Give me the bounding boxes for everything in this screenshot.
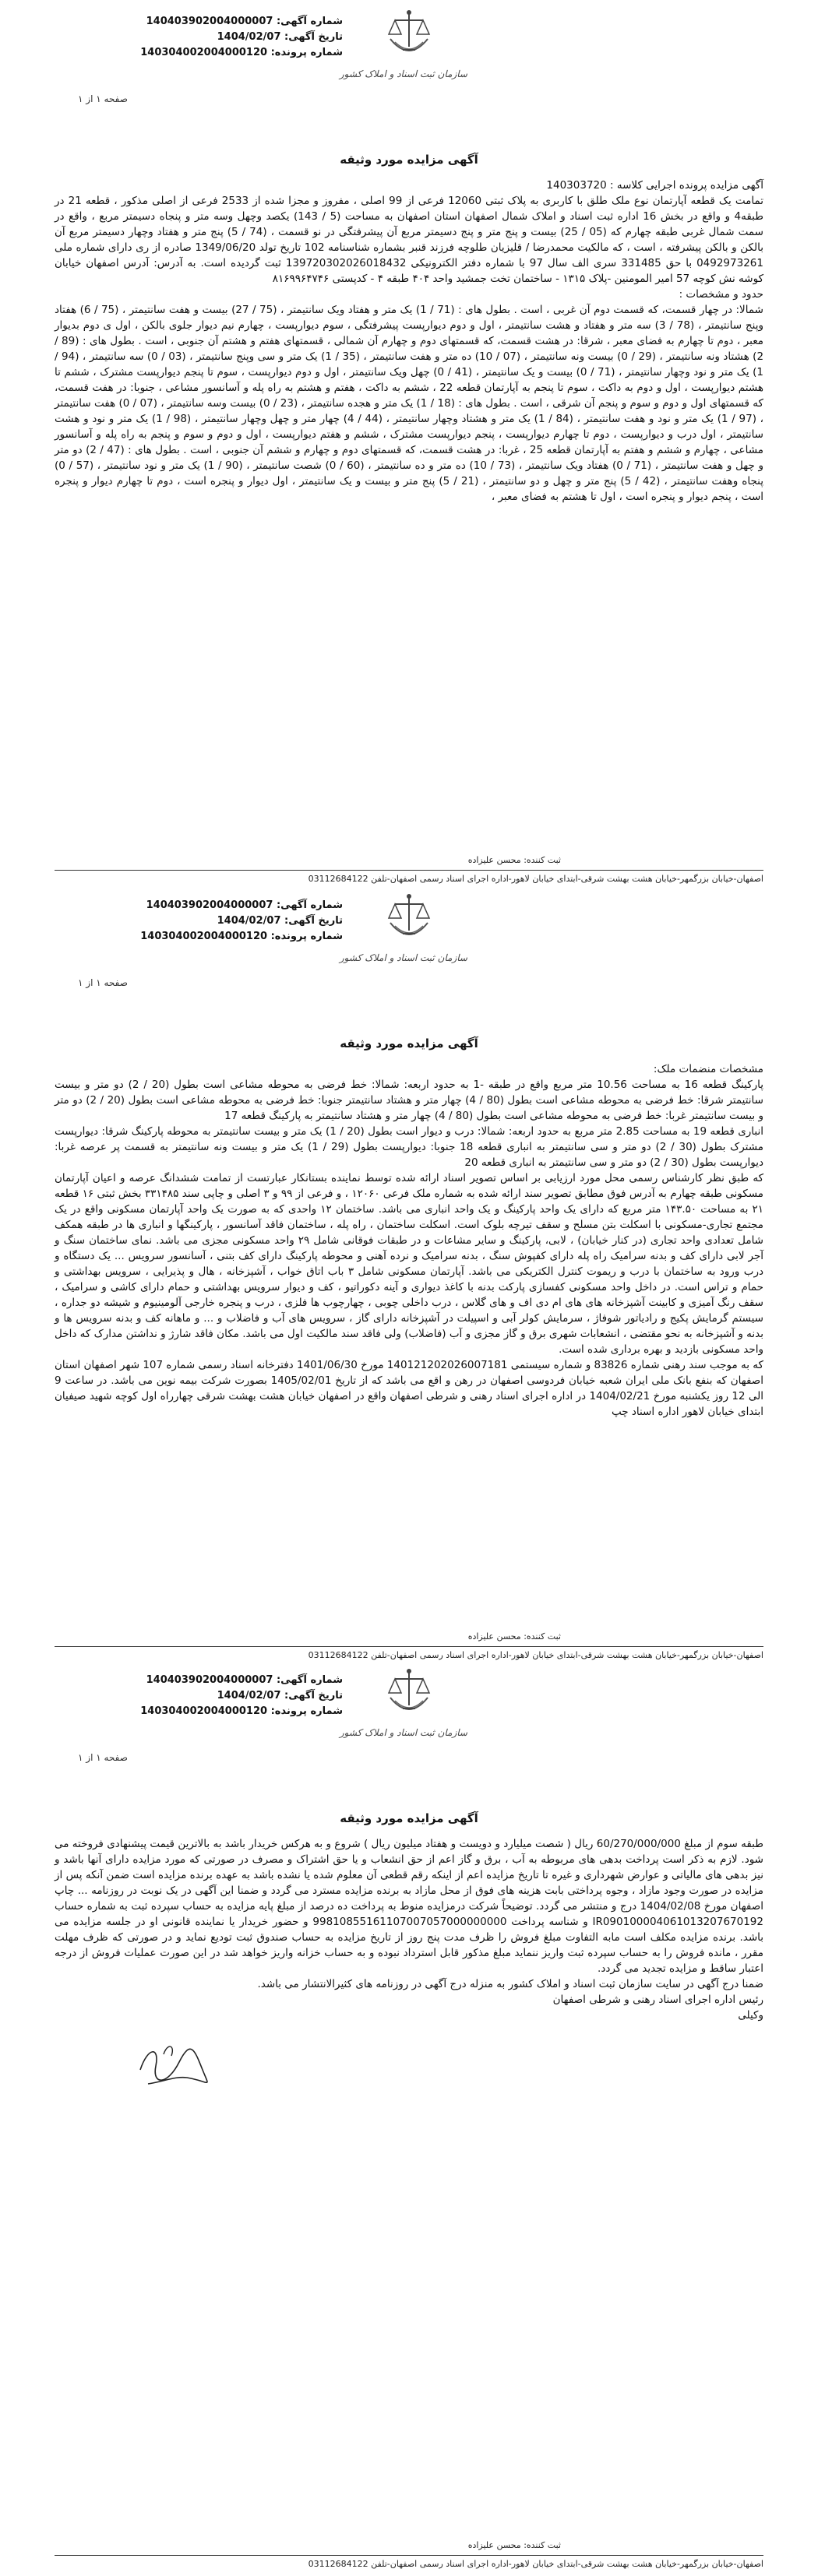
ad-title: آگهی مزایده مورد وثیقه <box>340 153 478 167</box>
ad-meta <box>86 1673 343 1719</box>
ad-date: 1404/02/07 <box>217 1690 281 1701</box>
page-number: صفحه ۱ از ۱ <box>78 1752 128 1763</box>
ad-number-row: شماره آگهی: 140403902004000007 <box>146 1674 343 1686</box>
sheet-header <box>55 884 763 1032</box>
emblem-logo <box>339 1666 467 1738</box>
ad-body: طبقه سوم از مبلغ 60/270/000/000 ریال ( شصت میلیارد و دویست و هفتاد میلیون ریال ) شروع و به هرکس خریدار باشد به بالاترین قیمت پیشنهادی فروخته می شود. لازم به ذکر است پرداخت بدهی های مربوطه به آب ، برق و گاز اعم از حق انشعاب و یا حق اشتراک و مصرف در صورتی که مورد مزایده دارای آنها باشد و نیز بدهی های مالیاتی و عوارض شهرداری و غیره تا تاریخ مزایده اعم از اینکه رقم قطعی آن معلوم شده یا نشده باشد به عهده برنده مزایده است ضمن آنکه پس از مزایده در صورت وجود مازاد ، وجوه پرداختی بابت هزینه های فوق از محل مازاد به برنده مزایده مسترد می گردد و ضمنا این آگهی در یک نوبت در روزنامه ... چاپ اصفهان مورخ 1404/02/08 درج و منتشر می گردد. توضیحاً شرکت درمزایده منوط به پرداخت ده درصد از مبلغ پایه مزایده به حساب سپرده ثبت به شماره حساب IR090100004061013207670192 و شناسه پرداخت 99810855161107007057000000000 و حضور خریدار یا نماینده قانونی او در جلسه مزایده می باشد. برنده مزایده مکلف است مابه التفاوت مبلغ فروش را ظرف مدت پنج روز از تاریخ مزایده به حساب صندوق ثبت تودیع نماید و در صورتی که ظرف مهلت مقرر ، مانده فروش را به حساب سپرده ثبت واریز ننماید مبلغ مذکور قابل استرداد نبوده و به حساب خزانه واریز خواهد شد در این صورت عملیات فروش از درجه اعتبار ساقط و مزایده تجدید می گردد. ضمنا درج آگهی در سایت سازمان ثبت اسناد و املاک کشور به منزله درج آگهی در روزنامه های کثیرالانتشار می باشد. رئیس اداره اجرای اسناد رهنی و شرطی اصفهان وکیلی <box>55 1838 763 2022</box>
handwritten-signature-icon <box>132 2039 218 2093</box>
page-number: صفحه ۱ از ۱ <box>78 977 128 988</box>
ad-meta <box>86 14 343 61</box>
ad-date: 1404/02/07 <box>217 31 281 43</box>
footer-address: اصفهان-خیابان بزرگمهر-خیابان هشت بهشت شرقی-ابتدای خیابان لاهور-اداره اجرای اسناد رسمی اصفهان-تلفن 03112684122 <box>55 1646 763 1660</box>
sheet-header <box>55 0 763 148</box>
sheet-footer-3 <box>0 2540 818 2569</box>
ad-number-row: شماره آگهی: 140403902004000007 <box>146 899 343 911</box>
judiciary-emblem-icon <box>384 1666 434 1724</box>
ad-number-row: شماره آگهی: 140403902004000007 <box>146 16 343 27</box>
ad-number: 140403902004000007 <box>146 1674 273 1686</box>
org-name: سازمان ثبت اسناد و املاک کشور <box>339 1727 467 1738</box>
page-number: صفحه ۱ از ۱ <box>78 93 128 104</box>
ad-sheet-3 <box>0 1659 818 2096</box>
sheet-footer-1 <box>0 855 818 884</box>
checked-by: ثبت کننده: محسن علیزاده <box>467 1631 561 1642</box>
org-name: سازمان ثبت اسناد و املاک کشور <box>339 952 467 963</box>
ad-sheet-2 <box>0 884 818 1420</box>
checked-by: ثبت کننده: محسن علیزاده <box>467 855 561 865</box>
footer-address: اصفهان-خیابان بزرگمهر-خیابان هشت بهشت شرقی-ابتدای خیابان لاهور-اداره اجرای اسناد رسمی اصفهان-تلفن 03112684122 <box>55 870 763 884</box>
ad-number: 140403902004000007 <box>146 16 273 27</box>
checked-by: ثبت کننده: محسن علیزاده <box>467 2540 561 2550</box>
case-number: 140304002004000120 <box>140 931 268 942</box>
signature <box>55 2039 218 2096</box>
judiciary-emblem-icon <box>384 8 434 65</box>
case-number-row: شماره پرونده: 140304002004000120 <box>140 931 343 942</box>
ad-meta <box>86 898 343 945</box>
ad-body: آگهی مزایده پرونده اجرایی کلاسه : 140303720 تمامت یک قطعه آپارتمان نوع ملک طلق با کاربری به پلاک ثبتی 12060 فرعی از 99 اصلی ، مفروز و مجزا شده از 2533 فرعی از اصلی مذکور ، قطعه 21 در طبقه4 و واقع در بخش 16 اداره ثبت اسناد و املاک شمال اصفهان استان اصفهان به مساحت (5 / 143) یکصد وچهل وسه متر و پنجاه دسیمتر مربع ، واقع در سمت شمال غربی طبقه چهارم که (05 / 25) بیست و پنج متر و پنج دسیمتر مربع آن پیشرفتگی در نو قسمت ، (74 / 5) پنج متر و هفتاد وچهار دسیمتر مربع آن بالکن و بالکن پیشرفته ، است ، که مالکیت محمدرضا / قلیزیان طلوچه فرزند قنبر بشماره شناسنامه 102 تاریخ تولد 1349/06/20 صادره از ری دارای شماره ملی 0492973261 با حق 331485 سری الف سال 97 با شماره دفتر الکترونیکی 139720302026018432 ثبت گردیده است. به آدرس: آدرس اصفهان خیابان کوشه نش کوچه 57 امیر المومنین -پلاک ۱۳۱۵ - ساختمان تخت جمشید واحد ۴۰۴ طبقه ۴ - کدپستی ۸۱۶۹۹۶۴۷۴۶ حدود و مشخصات : شمالا: در چهار قسمت، که قسمت دوم آن غربی ، است . بطول های : (71 / 1) یک متر و هفتاد ویک سانتیمتر ، (75 / 27) بیست و هفت سانتیمتر ، (75 / 6) هفتاد وپنج سانتیمتر ، (78 / 3) سه متر و هفتاد و هشت سانتیمتر ، اول و دوم دیوارپست پیشرفتگی ، سوم دیوارپست ، چهارم نیم دیوار جلوی بالکن ، اول ی دوم بدیوار معبر ، دوم تا چهارم به فضای معبر ، شرقا: در هشت قسمت، که قسمتهای دوم و چهارم آن شمالی ، قسمتهای هفتم و هشتم آن جنوبی ، است . بطول های : (89 / 2) هشتاد ونه سانتیمتر ، (29 / 0) بیست ونه سانتیمتر ، (07 / 10) ده متر و هفت سانتیمتر ، (35 / 1) یک متر و سی وپنج سانتیمتر ، (03 / 0) سه سانتیمتر ، (94 / 1) یک متر و نود وچهار سانتیمتر ، (71 / 0) بیست و یک سانتیمتر ، (41 / 0) چهل ویک سانتیمتر ، اول و دوم دیوارپست ، سوم تا پنجم دیوارپست مشترک ، ششم تا هشتم دیوارپست ، اول و دوم به داکت ، سوم تا پنجم به آپارتمان قطعه 22 ، ششم به داکت ، هفتم و هشتم به راه پله و آسانسور مشاعی ، جنوبا: در هفت قسمت، که قسمتهای اول و دوم و سوم و پنجم آن شرقی ، است . بطول های : (18 / 1) یک متر و هجده سانتیمتر ، (23 / 0) بیست وسه سانتیمتر ، (07 / 0) هفت سانتیمتر ، (97 / 1) یک متر و نود و هفت سانتیمتر ، (84 / 1) یک متر و هشتاد وچهار سانتیمتر ، (44 / 4) چهار متر و چهل وچهار سانتیمتر ، (98 / 1) یک متر و نود و هشت سانتیمتر ، اول درب و دیوارپست ، دوم تا چهارم دیوارپست ، پنجم دیوارپست مشترک ، ششم و هفتم دیوارپست ، اول و دوم و سوم و پنجم به راه پله و آسانسور مشاعی ، چهارم و ششم و هفتم به آپارتمان قطعه 25 ، غربا: در هشت قسمت، که قسمتهای دوم و چهارم و ششم آن جنوبی ، است . بطول های : (47 / 2) دو متر و چهل و هفت سانتیمتر ، (71 / 0) هفتاد ویک سانتیمتر ، (73 / 10) ده متر و ده سانتیمتر ، (60 / 0) شصت سانتیمتر ، (90 / 1) یک متر و نود سانتیمتر ، (57 / 0) پنجاه وهفت سانتیمتر ، (42 / 5) پنج متر و چهل و دو سانتیمتر ، (21 / 5) پنج متر و بیست و یک سانتیمتر ، اول دیوار و پنجره است ، دوم تا چهارم دیوار و پنجره است ، پنجم دیوار و پنجره است ، اول تا هشتم به فضای معبر ، <box>55 179 764 503</box>
sheet-header <box>55 1659 763 1807</box>
sheet-footer-2 <box>0 1631 818 1660</box>
ad-date-row: تاریخ آگهی: 1404/02/07 <box>217 1690 343 1701</box>
case-number-row: شماره پرونده: 140304002004000120 <box>140 1705 343 1717</box>
judiciary-emblem-icon <box>384 892 434 949</box>
footer-address: اصفهان-خیابان بزرگمهر-خیابان هشت بهشت شرقی-ابتدای خیابان لاهور-اداره اجرای اسناد رسمی اصفهان-تلفن 03112684122 <box>55 2555 763 2569</box>
case-number: 140304002004000120 <box>140 47 268 58</box>
case-number: 140304002004000120 <box>140 1705 268 1717</box>
ad-body: مشخصات منضمات ملک: پارکینگ قطعه 16 به مساحت 10.56 متر مربع واقع در طبقه -1 به حدود اربعه: شمالا: خط فرضی به محوطه مشاعی است بطول (20 / 2) دو متر و بیست سانتیمتر شرقا: خط فرضی به محوطه مشاعی است بطول (80 / 4) چهار متر و هشتاد سانتیمتر جنوبا: خط فرضی به محوطه مشاعی است بطول (20 / 2) دو متر و بیست سانتیمتر غربا: خط فرضی به محوطه مشاعی است بطول (80 / 4) چهار متر و هشتاد سانتیمتر به پارکینگ قطعه 17 انباری قطعه 19 به مساحت 2.85 متر مربع به حدود اربعه: شمالا: درب و دیوار است بطول (20 / 1) یک متر و بیست سانتیمتر به محوطه پارکینگ شرقا: دیوارپست مشترک بطول (30 / 2) دو متر و سی سانتیمتر به انباری قطعه 18 جنوبا: دیوارپست بطول (29 / 1) یک متر و بیست ونه سانتیمتر به قسمت پر عرصه غربا: دیوارپست بطول (30 / 2) دو متر و سی سانتیمتر به انباری قطعه 20 که طبق نظر کارشناس رسمی محل مورد ارزیابی بر اساس تصویر اسناد ارائه شده توسط نماینده بستانکار عبارتست از تمامت ششدانگ عرصه و اعیان آپارتمان مسکونی طبقه چهارم به آدرس فوق مطابق تصویر سند ارائه شده به شماره ملک فرعی ۱۲۰۶۰ ، و فرعی از ۹۹ و ۳ اصلی و چاپی سند ۳۳۱۴۸۵ بخش ثبتی ۱۶ قطعه ۲۱ به مساحت ۱۴۳.۵۰ متر مربع که دارای یک واحد پارکینگ و یک واحد انباری می باشد. ساختمان ۱۲ واحدی که به صورت یک واحد آپارتمان مسکونی واقع در یک مجتمع تجاری-مسکونی با اسکلت بتن مسلح و سقف تیرچه بلوک است. اسکلت ساختمان ، راه پله ، ساختمان فاقد آسانسور ، پارکینگها و انباری ها در طبقه همکف شامل تعدادی واحد تجاری (در کنار خیابان) ، لابی، پارکینگ و سایر مشاعات و در طبقات فوقانی شامل ۲۹ واحد مسکونی مجزی می باشد. نمای ساختمان سنگ و آجر لابی دارای کف و بدنه سرامیک راه پله دارای کفپوش سنگ ، بدنه سرامیک و نرده آهنی و محوطه پارکینگ دارای کف بتنی ، آسانسور سرویس ... یک دستگاه و درب ورود به ساختمان با درب و ریموت کنترل الکتریکی می باشد. آپارتمان مسکونی شامل ۳ باب اتاق خواب ، آشپزخانه ، هال و پذیرایی ، سرویس بهداشتی و حمام و تراس است. در داخل واحد مسکونی کفسازی پارکت بدنه با کاغذ دیواری و آینه دکوراتیو ، کف و دیوار سرویس بهداشتی و حمام دارای کاشی و سرامیک ، سقف رنگ آمیزی و کابینت آشپزخانه های های ام دی اف و های گلاس ، درب داخلی چوبی ، چهارچوب ها فلزی ، درب و پنجره خارجی آلومینیوم و شیشه دو جداره ، سیستم گرمایش پکیج و رادیاتور شوفاژ ، سرمایش کولر آبی و اسپیلت در آشپزخانه دارای گاز ، سرویس های آب و فاضلاب و ... و ماهانه کف و بدنه سرویس ها و بدنه و آشپزخانه به نحو مقتضی ، انشعابات شهری برق و گاز مجزی و آب (فاضلاب) ولی فاقد سند مالکیت اول می باشد. مکان فاقد شارژ و نداشتن مدارک که داخل واحد مسکونی بازدید و بهره برداری شده است. که به موجب سند رهنی شماره 83826 و شماره سیستمی 140121202026007181 مورخ 1401/06/30 دفترخانه اسناد رسمی شماره 107 شهر اصفهان استان اصفهان که بنفع بانک ملی ایران شعبه خیابان فردوسی اصفهان در رهن و اقع می باشد که از تاریخ 1405/02/01 بصورت شرکت بیمه نوین می باشد. در ساعت 9 الی 12 روز یکشنبه مورخ 1404/02/21 در اداره اجرای اسناد رهنی و شرطی اصفهان واقع در اصفهان خیابان هشت بهشت شرقی چهارراه اول کوچه شهید صیفیان ابتدای خیابان لاهور اداره اسناد چپ <box>55 1063 764 1418</box>
ad-date: 1404/02/07 <box>217 915 281 927</box>
ad-sheet-1 <box>0 0 818 505</box>
ad-title: آگهی مزایده مورد وثیقه <box>340 1811 478 1825</box>
org-name: سازمان ثبت اسناد و املاک کشور <box>339 69 467 79</box>
ad-title: آگهی مزایده مورد وثیقه <box>340 1036 478 1050</box>
case-number-row: شماره پرونده: 140304002004000120 <box>140 47 343 58</box>
ad-date-row: تاریخ آگهی: 1404/02/07 <box>217 31 343 43</box>
emblem-logo <box>339 892 467 963</box>
ad-number: 140403902004000007 <box>146 899 273 911</box>
emblem-logo <box>339 8 467 79</box>
ad-date-row: تاریخ آگهی: 1404/02/07 <box>217 915 343 927</box>
